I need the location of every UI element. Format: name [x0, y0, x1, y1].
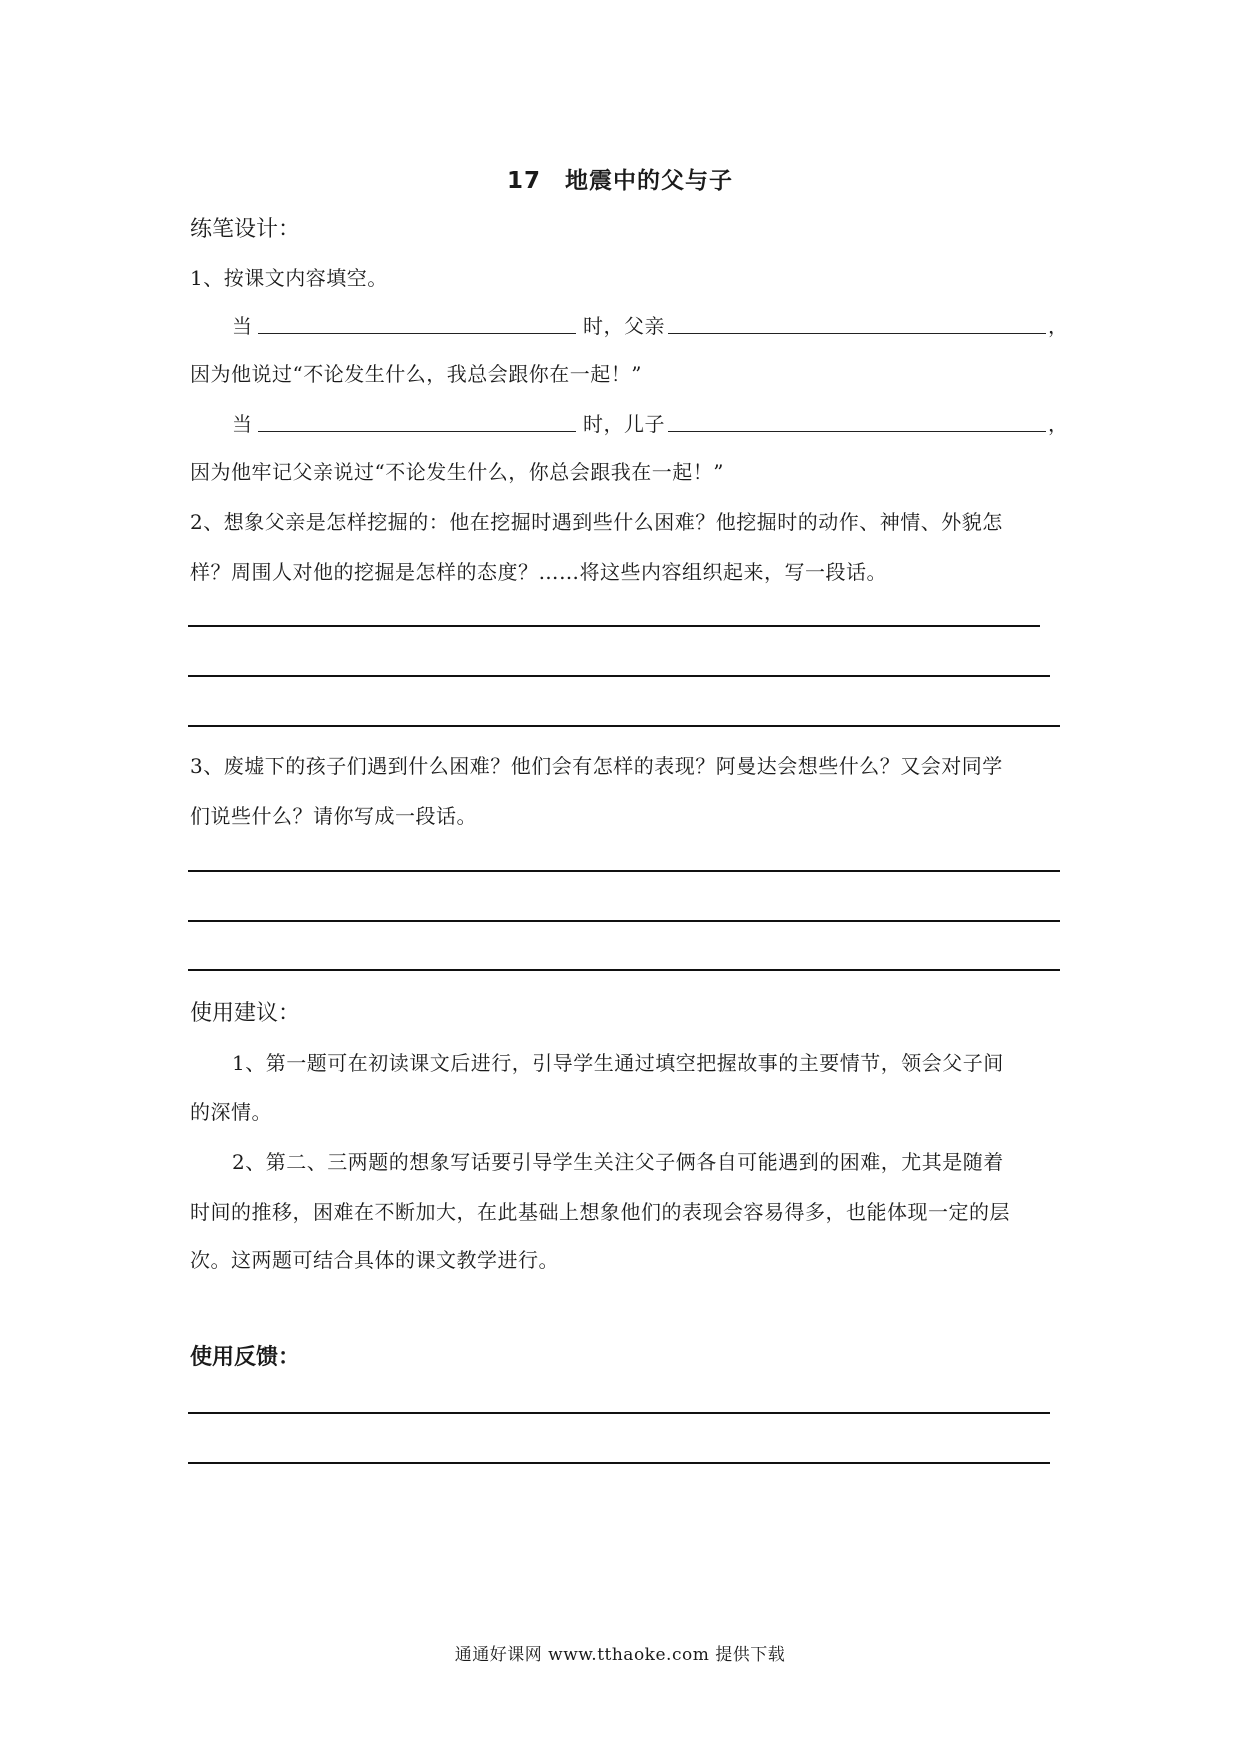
q2-answer-line[interactable] — [188, 725, 1060, 727]
q1-line2-followup: 因为他牢记父亲说过“不论发生什么，你总会跟我在一起！” — [190, 460, 724, 484]
q2-line-a: 2、想象父亲是怎样挖掘的：他在挖掘时遇到些什么困难？他挖掘时的动作、神情、外貌怎 — [190, 510, 1003, 534]
q1-line2-prefix: 当 — [232, 412, 253, 436]
feedback-answer-line[interactable] — [188, 1462, 1050, 1464]
q1-line2-blank-when[interactable] — [258, 431, 576, 432]
q1-line1-blank-when[interactable] — [258, 333, 576, 334]
suggestion-2-line-c: 次。这两题可结合具体的课文教学进行。 — [190, 1248, 559, 1272]
q1-line1-suffix: ， — [1048, 314, 1069, 338]
q3-line-b: 们说些什么？请你写成一段话。 — [190, 804, 477, 828]
page-title: 17 地震中的父与子 — [506, 168, 733, 194]
q1-line2-suffix: ， — [1048, 412, 1069, 436]
feedback-heading: 使用反馈： — [190, 1345, 301, 1370]
q1-prompt: 1、按课文内容填空。 — [190, 266, 388, 290]
q3-line-a: 3、废墟下的孩子们遇到什么困难？他们会有怎样的表现？阿曼达会想些什么？又会对同学 — [190, 754, 1003, 778]
q1-line2-middle: 时，儿子 — [583, 412, 665, 436]
q2-answer-line[interactable] — [188, 625, 1040, 627]
q1-line2-blank-son[interactable] — [668, 431, 1046, 432]
q3-answer-line[interactable] — [188, 920, 1060, 922]
q1-line1-followup: 因为他说过“不论发生什么，我总会跟你在一起！” — [190, 362, 642, 386]
q3-answer-line[interactable] — [188, 969, 1060, 971]
suggestion-2-line-a: 2、第二、三两题的想象写话要引导学生关注父子俩各自可能遇到的困难，尤其是随着 — [232, 1150, 1004, 1174]
suggestion-1-line-b: 的深情。 — [190, 1100, 272, 1124]
practice-heading: 练笔设计： — [190, 217, 301, 242]
q2-line-b: 样？周围人对他的挖掘是怎样的态度？……将这些内容组织起来，写一段话。 — [190, 560, 887, 584]
q1-line1-blank-father[interactable] — [668, 333, 1046, 334]
page-footer: 通通好课网 www.tthaoke.com 提供下载 — [454, 1645, 786, 1665]
feedback-answer-line[interactable] — [188, 1412, 1050, 1414]
q3-answer-line[interactable] — [188, 870, 1060, 872]
suggestion-2-line-b: 时间的推移，困难在不断加大，在此基础上想象他们的表现会容易得多，也能体现一定的层 — [190, 1200, 1010, 1224]
suggestion-1-line-a: 1、第一题可在初读课文后进行，引导学生通过填空把握故事的主要情节，领会父子间 — [232, 1051, 1004, 1075]
suggestions-heading: 使用建议： — [190, 1001, 301, 1026]
q1-line1-prefix: 当 — [232, 314, 253, 338]
q2-answer-line[interactable] — [188, 675, 1050, 677]
q1-line1-middle: 时，父亲 — [583, 314, 665, 338]
